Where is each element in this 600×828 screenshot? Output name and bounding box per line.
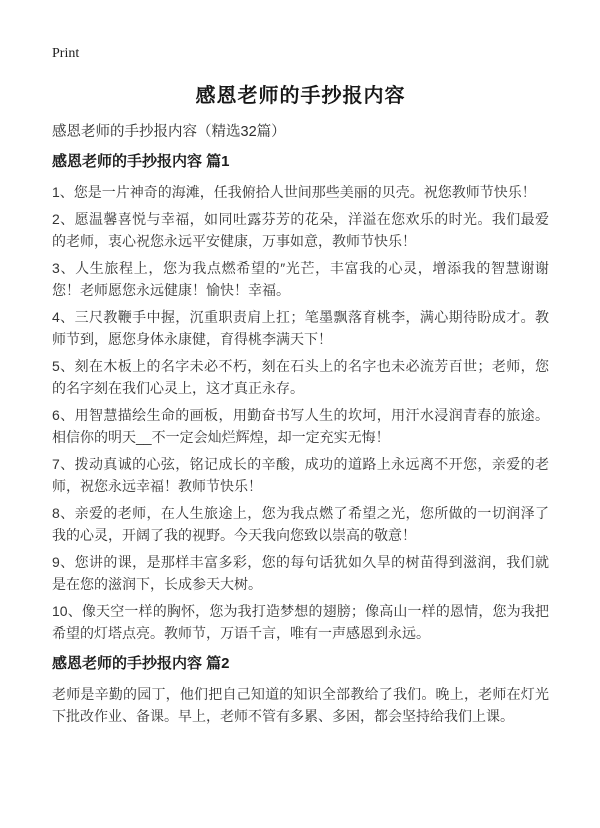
section-paragraphs — [52, 181, 549, 644]
paragraph: 7、拨动真诚的心弦，铭记成长的辛酸，成功的道路上永远离不开您，亲爱的老师，祝您永远幸福！教师节快乐！ — [52, 456, 549, 494]
paragraph: 4、三尺教鞭手中握，沉重职责肩上扛；笔墨飘落育桃李，满心期待盼成才。教师节到，愿您身体永康健，育得桃李满天下！ — [52, 309, 549, 347]
paragraph: 6、用智慧描绘生命的画板，用勤奋书写人生的坎坷，用汗水浸润青春的旅途。相信你的明天__不一定会灿烂辉煌，却一定充实无悔！ — [52, 407, 549, 445]
section — [52, 152, 549, 644]
section — [52, 654, 549, 727]
paragraph: 8、亲爱的老师，在人生旅途上，您为我点燃了希望之光，您所做的一切润泽了我的心灵，开阔了我的视野。今天我向您致以崇高的敬意！ — [52, 505, 549, 543]
paragraph: 5、刻在木板上的名字未必不朽，刻在石头上的名字也未必流芳百世；老师，您的名字刻在我们心灵上，这才真正永存。 — [52, 358, 549, 396]
page-title: 感恩老师的手抄报内容 — [195, 85, 406, 107]
paragraph: 10、像天空一样的胸怀，您为我打造梦想的翅膀；像高山一样的恩情，您为我把希望的灯塔点亮。教师节，万语千言，唯有一声感恩到永远。 — [52, 603, 549, 641]
paragraph: 1、您是一片神奇的海滩，任我俯拾人世间那些美丽的贝壳。祝您教师节快乐！ — [52, 184, 536, 200]
paragraph: 9、您讲的课，是那样丰富多彩，您的每句话犹如久旱的树苗得到滋润，我们就是在您的滋润下，长成参天大树。 — [52, 554, 549, 592]
section-heading: 感恩老师的手抄报内容 篇1 — [52, 153, 230, 170]
print-link[interactable]: Print — [52, 46, 80, 61]
paragraph: 2、愿温馨喜悦与幸福，如同吐露芬芳的花朵，洋溢在您欢乐的时光。我们最爱的老师，衷心祝您永远平安健康，万事如意，教师节快乐！ — [52, 211, 549, 249]
paragraph: 老师是辛勤的园丁，他们把自己知道的知识全部教给了我们。晚上，老师在灯光下批改作业、备课。早上，老师不管有多累、多困，都会坚持给我们上课。 — [52, 686, 549, 724]
sections-container — [52, 152, 549, 727]
page-subtitle: 感恩老师的手抄报内容（精选32篇） — [52, 124, 286, 140]
paragraph: 3、人生旅程上，您为我点燃希望的″光芒，丰富我的心灵，增添我的智慧谢谢您！老师愿您永远健康！愉快！幸福。 — [52, 260, 549, 298]
section-paragraphs — [52, 683, 549, 727]
section-heading: 感恩老师的手抄报内容 篇2 — [52, 655, 230, 672]
